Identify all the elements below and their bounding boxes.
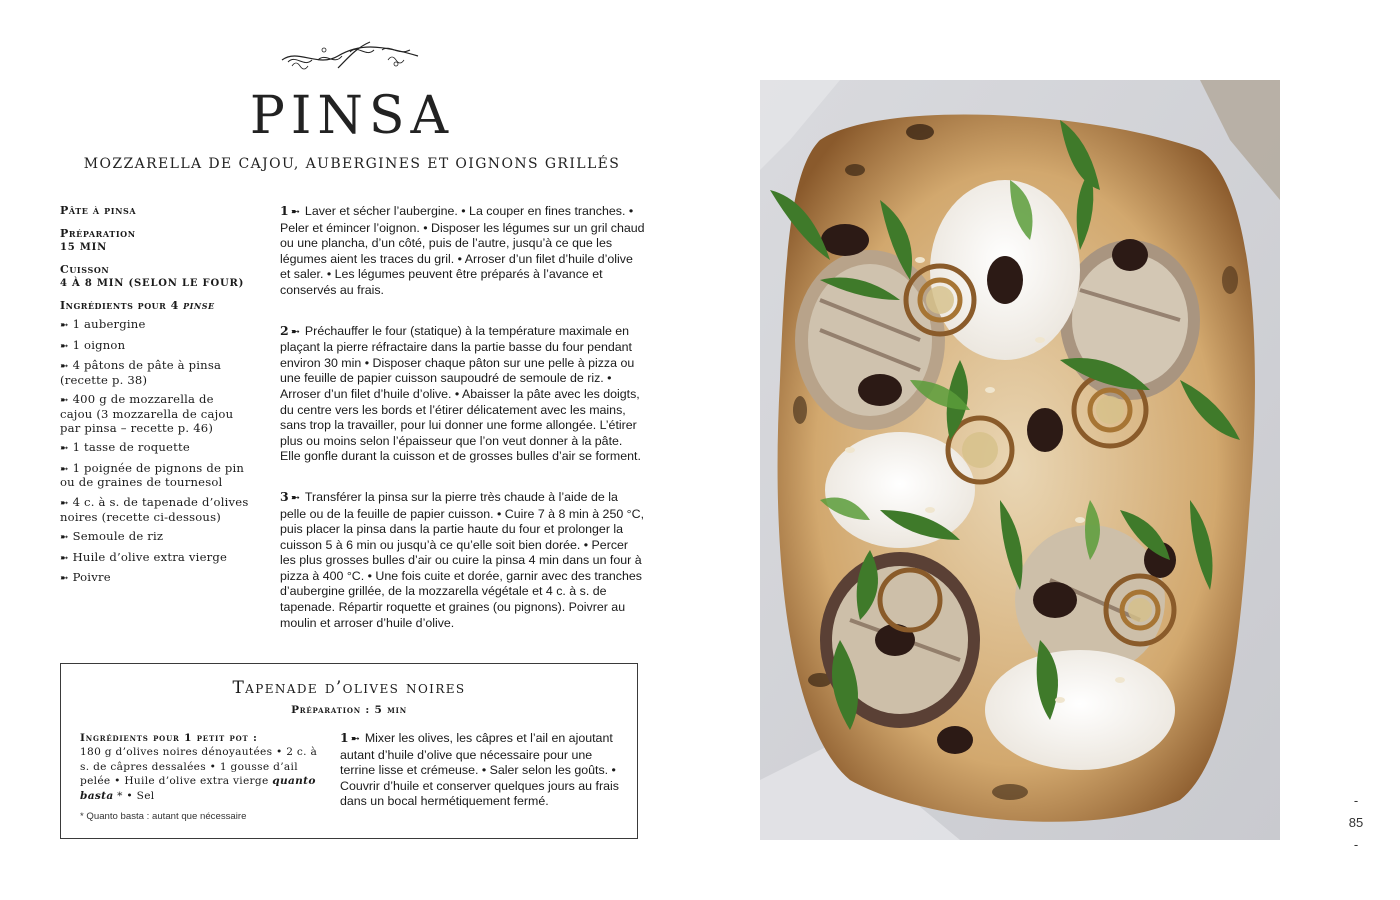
prep-time-label: Préparation <box>60 227 136 240</box>
step-text: Transférer la pinsa sur la pierre très chaude à l’aide de la pelle ou de la feuille de papier cuisson. • Cuire 7 à 8 min à 250 °C, puis placer la pinsa dans la partie haute du four et prolonger la cuisson 5 à 6 min ou jusqu’à ce qu’elle soit bien dorée. • Percer les plus grosses bulles d’air ou cuire la pinsa 4 min dans un four à pizza à 400 °C. • Une fois cuite et dorée, garnir avec des tranches d’aubergine grillée, de la mozzarella végétale et 4 c. à s. de tapenade. Répartir roquette et graines (ou pignons). Poivrer au moulin et arroser d’huile d’olive. <box>280 489 645 630</box>
step-3 <box>280 489 646 631</box>
cook-time-value: 4 À 8 MIN (SELON LE FOUR) <box>60 278 245 289</box>
list-item <box>60 462 250 490</box>
recipe-info-sidebar <box>60 204 250 592</box>
ingredient-text: Huile d’olive extra vierge <box>72 549 228 564</box>
step-text: Mixer les olives, les câpres et l’ail en ajoutant autant d’huile d’olive que nécessaire pour une terrine lisse et crémeuse. • Saler selon les goûts. • Couvrir d’huile et conserver quelques jours au frais dans un bocal hermétiquement fermé. <box>340 731 619 809</box>
cook-time-block <box>60 263 250 290</box>
arrow-icon: ➼ <box>290 206 300 218</box>
dough-label: Pâte à pinsa <box>60 204 137 217</box>
arrow-icon: ➼ <box>350 733 360 745</box>
tapenade-footnote: * Quanto basta : autant que nécessaire <box>80 811 247 822</box>
ingredient-text: 400 g de mozzarella de cajou (3 mozzarella de cajou par pinsa – recette p. 46) <box>60 392 234 435</box>
tapenade-ingredients <box>80 731 330 803</box>
ingredients-heading <box>60 299 250 312</box>
step-number: 1 <box>340 730 349 745</box>
pinsa-photo <box>760 80 1280 840</box>
step-text: Préchauffer le four (statique) à la température maximale en plaçant la pierre réfractaire dans la partie basse du four pendant environ 30 min • Disposer chaque pâton sur une pelle à pizza ou une feuille de papier cuisson saupoudré de semoule de riz. • Arroser d’un filet d’huile d’olive. • Abaisser la pâte avec les doigts, du centre vers les bords et l’étirer délicatement avec les mains, sans trop la travailler, pour lui donner une forme allongée. L’étirer plus ou moins selon l’épaisseur que l’on veut donner à la pâte. Elle gonfle durant la cuisson et de grosses bulles d’air se forment. <box>280 323 641 464</box>
ingredients-heading-em: pinse <box>183 299 215 312</box>
dough-block <box>60 204 250 218</box>
list-item <box>60 530 250 545</box>
ingredients-heading-text: Ingrédients pour 4 <box>60 299 179 312</box>
decorative-flourish-icon <box>278 38 422 78</box>
list-item <box>60 318 250 333</box>
step-1 <box>280 203 646 299</box>
prep-time-value: 15 MIN <box>60 242 108 253</box>
arrow-icon: ➼ <box>60 463 69 475</box>
arrow-icon: ➼ <box>60 573 69 585</box>
step-number: 1 <box>280 203 289 218</box>
ingredient-text: 4 c. à s. de tapenade d’olives noires (recette ci-dessous) <box>60 494 249 524</box>
arrow-icon: ➼ <box>60 320 69 331</box>
ingredient-text: 1 tasse de roquette <box>72 440 190 455</box>
page-number-dash-bottom: - <box>1353 837 1359 852</box>
tapenade-ingredients-tail: * • Sel <box>117 789 155 802</box>
arrow-icon: ➼ <box>60 395 69 407</box>
list-item <box>60 571 250 586</box>
tapenade-box <box>60 663 638 839</box>
arrow-icon: ➼ <box>60 443 69 455</box>
page-number-dash-top: - <box>1353 793 1359 808</box>
ingredient-text: 1 aubergine <box>72 317 146 331</box>
prep-time-block <box>60 227 250 254</box>
recipe-subtitle: MOZZARELLA DE CAJOU, AUBERGINES ET OIGNONS GRILLÉS <box>83 156 621 172</box>
list-item <box>60 496 250 524</box>
list-item <box>60 359 250 387</box>
tapenade-title: Tapenade d’olives noires <box>232 678 466 698</box>
recipe-steps <box>280 203 646 655</box>
list-item <box>60 551 250 566</box>
arrow-icon: ➼ <box>290 491 300 504</box>
ingredient-text: 1 poignée de pignons de pin ou de graines de tournesol <box>60 460 245 490</box>
step-text: Laver et sécher l’aubergine. • La couper en fines tranches. • Peler et émincer l’oignon. • Disposer les légumes sur un gril chaud ou une plancha, d’un côté, puis de l’autre, jusqu’à ce que les légumes aient les traces du gril. • Arroser d’un filet d’huile d’olive et saler. • Les légumes peuvent être préparés à l’avance et conservés au frais. <box>280 204 645 297</box>
arrow-icon: ➼ <box>60 497 69 509</box>
list-item <box>60 441 250 456</box>
tapenade-ingredients-text: 180 g d’olives noires dénoyautées • 2 c. à s. de câpres dessalées • 1 gousse d’ail pelée • Huile d’olive extra vierge <box>80 746 318 788</box>
tapenade-step <box>340 730 624 810</box>
step-number: 2 <box>280 322 289 338</box>
arrow-icon: ➼ <box>60 532 69 544</box>
ingredient-list <box>60 318 250 586</box>
list-item <box>60 393 250 435</box>
ingredient-text: 4 pâtons de pâte à pinsa (recette p. 38) <box>60 358 222 387</box>
ingredient-text: Poivre <box>72 570 111 585</box>
ingredient-text: 1 oignon <box>72 337 126 352</box>
step-number: 3 <box>280 488 289 504</box>
recipe-title: PINSA <box>249 86 455 146</box>
list-item <box>60 339 250 354</box>
tapenade-prep-time: Préparation : 5 min <box>291 704 407 716</box>
arrow-icon: ➼ <box>60 340 69 352</box>
tapenade-ingredients-label: Ingrédients pour 1 petit pot : <box>80 732 258 744</box>
arrow-icon: ➼ <box>60 361 69 373</box>
tapenade-quanto: quanto basta <box>80 775 316 802</box>
arrow-icon: ➼ <box>290 325 300 338</box>
step-2 <box>280 323 646 465</box>
page-number <box>1340 790 1372 856</box>
cook-time-label: Cuisson <box>60 263 110 276</box>
arrow-icon: ➼ <box>60 552 69 564</box>
page-number-value: 85 <box>1348 815 1364 830</box>
ingredient-text: Semoule de riz <box>72 529 164 544</box>
